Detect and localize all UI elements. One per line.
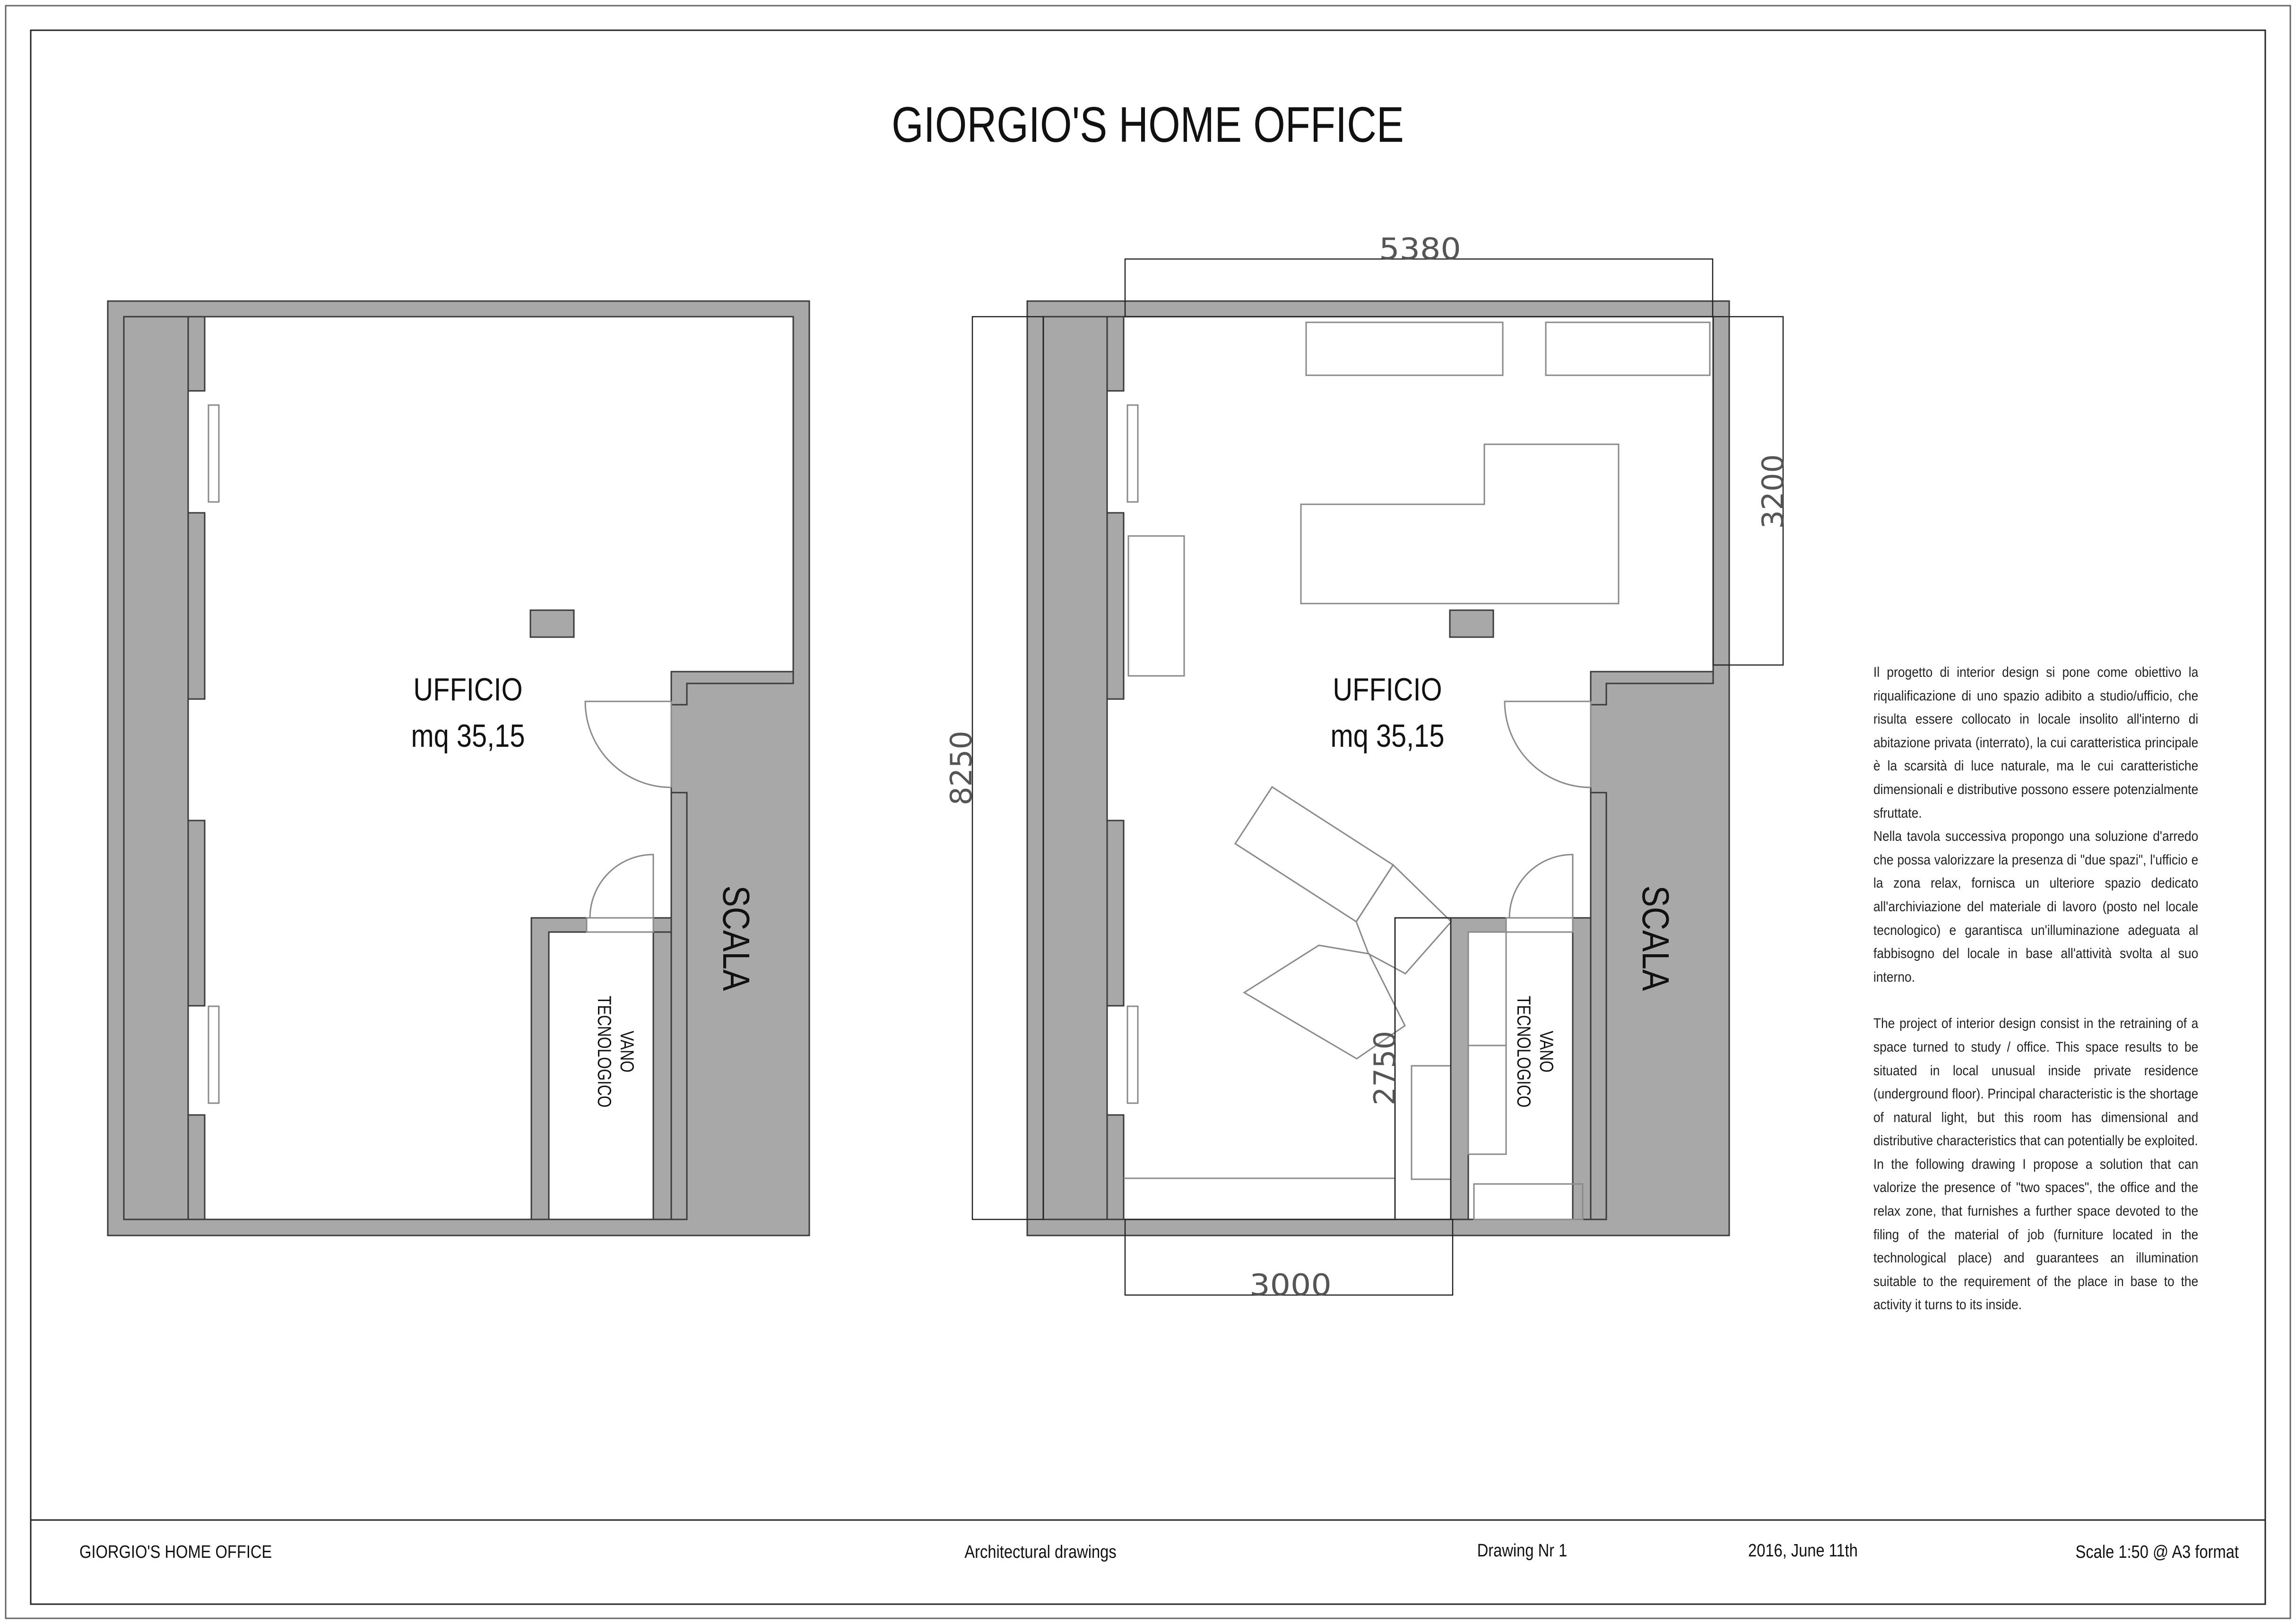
page-title: GIORGIO'S HOME OFFICE [892, 96, 1404, 153]
dim-inner-value: 2750 [1368, 1031, 1402, 1106]
description-it-2: Nella tavola successiva propongo una soluzione d'arredo che possa valorizzare la presenza di "due spazi", l'ufficio e la zona relax, fornisca un ulteriore spazio dedicato all'archiviazione del materiale di lavoro (posto nel locale tecnologico) e garantisca un'illuminazione adeguata al fabbisogno del locale in base all'attività svolta al suo interno. [1873, 829, 2199, 985]
left-room-label: UFFICIO [413, 672, 523, 708]
right-inner-wall-2 [1107, 513, 1124, 699]
cabinet-top-right [1546, 322, 1710, 375]
left-tech-label-2: TECNOLOGICO [594, 995, 615, 1108]
dim-top-value: 5380 [1379, 232, 1461, 267]
left-door-tech-threshold [587, 918, 653, 932]
footer-project: GIORGIO'S HOME OFFICE [79, 1541, 272, 1562]
description-en-2: In the following drawing I propose a solution that can valorize the presence of "two spaces", the office and the relax zone, that furnishes a further space devoted to the filing of the material of job (furniture located in the technological place) and guarantees an illumination suitable to the requirement of the place in base to the activity it turns to its inside. [1873, 1156, 2199, 1313]
side-cabinet [1412, 1066, 1451, 1179]
right-glass-2 [1127, 1006, 1138, 1103]
dim-left-value: 8250 [944, 731, 979, 805]
footer-drawing-type: Architectural drawings [964, 1541, 1117, 1562]
left-inner-wall-2 [188, 513, 205, 699]
left-glass-2 [208, 1006, 219, 1103]
right-room-area: mq 35,15 [1330, 718, 1445, 754]
left-glass-1 [208, 405, 219, 502]
description-en-1: The project of interior design consist in the retraining of a space turned to study / office. This space results to be situated in local unusual inside private residence (underground floor). Principal characteristic is the shortage of natural light, but this room has dimensional and distributive characteristics that can potentially be exploited. [1873, 1016, 2199, 1149]
right-room-label: UFFICIO [1333, 672, 1442, 708]
footer-drawing-number: Drawing Nr 1 [1477, 1540, 1568, 1561]
right-door-office [1505, 701, 1591, 787]
left-tech-label-1: VANO [616, 1030, 638, 1073]
dim-right-value: 3200 [1756, 454, 1790, 529]
right-inner-wall-4 [1107, 1115, 1124, 1219]
right-stair-label: SCALA [1634, 885, 1677, 991]
left-room-area: mq 35,15 [411, 718, 525, 754]
right-pillar [1450, 610, 1493, 637]
right-door-tech-threshold [1506, 918, 1573, 932]
cabinet-top-left [1306, 322, 1503, 375]
tech-bottom-shelf [1474, 1184, 1583, 1219]
left-pillar [530, 610, 574, 637]
floor-plan-proposal [944, 233, 1790, 1302]
floor-plan-existing [108, 301, 809, 1235]
outer-walls [108, 301, 809, 1235]
right-tech-label-1: VANO [1536, 1030, 1558, 1073]
right-door-tech [1509, 855, 1573, 918]
footer-scale: Scale 1:50 @ A3 format [2075, 1541, 2239, 1562]
left-inner-wall-3 [188, 821, 205, 1006]
desk-l-shaped [1301, 444, 1619, 604]
left-inner-wall-1 [188, 317, 205, 391]
dim-bottom-value: 3000 [1249, 1268, 1332, 1303]
left-inner-wall-4 [188, 1115, 205, 1219]
footer-date: 2016, June 11th [1748, 1540, 1858, 1561]
tech-shelf-1 [1468, 932, 1506, 1045]
project-description [1873, 661, 2198, 1317]
right-inner-wall-1 [1107, 317, 1124, 391]
right-glass-1 [1127, 405, 1138, 502]
shelf-left-wall [1128, 536, 1184, 676]
left-door-office [585, 701, 671, 787]
right-inner-wall-3 [1107, 821, 1124, 1006]
dim-inner-box [1395, 918, 1451, 1219]
left-door-tech [590, 855, 653, 918]
bookcase [1395, 918, 1451, 1219]
right-tech-label-2: TECNOLOGICO [1513, 995, 1535, 1108]
description-it-1: Il progetto di interior design si pone come obiettivo la riqualificazione di uno spazio adibito a studio/ufficio, che risulta essere collocato in locale insolito all'interno di abitazione privata (interrato), la cui caratteristica principale è la scarsità di luce naturale, ma le cui caratteristiche dimensionali e distributive possono essere potenzialmente sfruttate. [1873, 665, 2199, 821]
title-block [79, 1540, 2239, 1562]
tech-shelf-2 [1468, 1045, 1506, 1154]
left-stair-label: SCALA [715, 885, 758, 991]
